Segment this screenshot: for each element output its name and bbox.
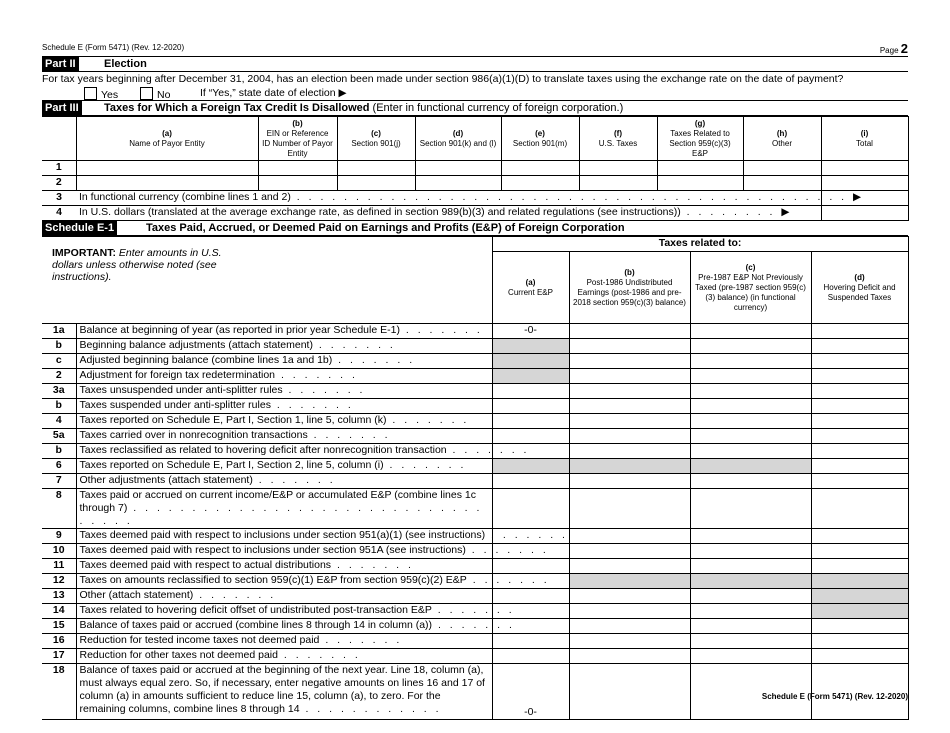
e1-row [42, 369, 908, 384]
e1-row [42, 429, 908, 444]
e1-row [42, 474, 908, 489]
line-label: Taxes deemed paid with respect to inclusions under section 951A (see instructions) . . . . . . . [76, 544, 492, 559]
e1-col-c-header: (c) Pre-1987 E&P Not Previously Taxed (pre-1987 section 959(c)(3) balance) (in functional currency) [690, 252, 811, 324]
col-header: (h) Other [743, 117, 821, 161]
part3-row-3: 3 In functional currency (combine lines 1 and 2) . . . . . . . . . . . . . . . . . . . . . . . . . . . . . . . . . . . . . . . . . . . . . . . ▶ [42, 191, 908, 206]
line-label: Taxes paid or accrued on current income/E&P or accumulated E&P (combine lines 1c through 7) . . . . . . . . . . . . . . . . . . . . . . . . . . . . . . . . . . . [76, 489, 492, 529]
part3-column-headers [42, 117, 908, 161]
line-label: Other adjustments (attach statement) . . . . . . . [76, 474, 492, 489]
amount-input-a[interactable]: -0- [492, 664, 569, 720]
amount-input-c[interactable] [690, 589, 811, 604]
election-answer [42, 86, 908, 101]
amount-input-b [569, 574, 690, 589]
col-header: (a) Name of Payor Entity [76, 117, 258, 161]
line-number: b [42, 444, 76, 459]
e1-row [42, 339, 908, 354]
part3-table [42, 116, 909, 221]
line-label: Reduction for other taxes not deemed paid . . . . . . . [76, 649, 492, 664]
footer-form-id: Schedule E (Form 5471) (Rev. 12-2020) [761, 692, 908, 701]
amount-input-a[interactable] [492, 474, 569, 489]
line-label: Reduction for tested income taxes not deemed paid . . . . . . . [76, 634, 492, 649]
line-label: Taxes reclassified as related to hovering deficit after nonrecognition transaction . . . . . . . [76, 444, 492, 459]
e1-row [42, 324, 908, 339]
page-number: Page 2 [879, 41, 908, 56]
amount-input-d[interactable] [811, 529, 908, 544]
amount-input-c[interactable] [690, 339, 811, 354]
amount-input-a[interactable]: -0- [492, 324, 569, 339]
taxes-related-header: Taxes related to: [492, 237, 908, 252]
amount-input-d[interactable] [811, 324, 908, 339]
amount-input-c[interactable] [690, 429, 811, 444]
payor-name-input[interactable] [76, 161, 258, 176]
yes-option[interactable]: Yes [84, 87, 118, 102]
e1-row [42, 604, 908, 619]
amount-input-d[interactable] [811, 544, 908, 559]
e1-col-b-header: (b) Post-1986 Undistributed Earnings (post-1986 and pre-2018 section 959(c)(3) balance) [569, 252, 690, 324]
e1-tag: Schedule E-1 [42, 221, 117, 235]
e1-row [42, 544, 908, 559]
amount-input-d[interactable] [811, 339, 908, 354]
line-label: Taxes reported on Schedule E, Part I, Section 1, line 5, column (k) . . . . . . . [76, 414, 492, 429]
part3-row-4: 4 In U.S. dollars (translated at the average exchange rate, as defined in section 989(b)(3) and related regulations (see instructions)) . . . . . . . . ▶ [42, 206, 908, 221]
line-number: b [42, 339, 76, 354]
no-option[interactable]: No [140, 87, 170, 102]
election-date-prompt: If “Yes,” state date of election ▶ [200, 87, 347, 99]
amount-input-a[interactable] [492, 489, 569, 529]
e1-col-a-header: (a) Current E&P [492, 252, 569, 324]
amount-input-a [492, 459, 569, 474]
amount-input-a[interactable] [492, 589, 569, 604]
line-number: 18 [42, 664, 76, 720]
e1-row [42, 589, 908, 604]
line-label: Beginning balance adjustments (attach statement) . . . . . . . [76, 339, 492, 354]
amount-input-c[interactable] [690, 384, 811, 399]
amount-input-c[interactable] [690, 489, 811, 529]
amount-input-b[interactable] [569, 604, 690, 619]
e1-header [42, 221, 908, 236]
amount-input-c[interactable] [690, 544, 811, 559]
amount-input-c[interactable] [690, 559, 811, 574]
line-number: 4 [42, 414, 76, 429]
important-note: IMPORTANT: Enter amounts in U.S. dollars unless otherwise noted (see instructions). [42, 237, 492, 324]
amount-input-b[interactable] [569, 384, 690, 399]
amount-input-d[interactable] [811, 559, 908, 574]
line-number: 11 [42, 559, 76, 574]
e1-row [42, 634, 908, 649]
amount-input-d[interactable] [811, 619, 908, 634]
line-label: Balance at beginning of year (as reported in prior year Schedule E-1) . . . . . . . [76, 324, 492, 339]
amount-input-b[interactable] [569, 589, 690, 604]
line-number: 15 [42, 619, 76, 634]
line-label: Other (attach statement) . . . . . . . [76, 589, 492, 604]
line-number: 12 [42, 574, 76, 589]
yes-checkbox[interactable] [84, 87, 97, 100]
line-label: Taxes unsuspended under anti-splitter rules . . . . . . . [76, 384, 492, 399]
amount-input-c[interactable] [690, 444, 811, 459]
part3-tag: Part III [42, 101, 82, 115]
part3-title: Taxes for Which a Foreign Tax Credit Is Disallowed (Enter in functional currency of foreign corporation.) [104, 102, 624, 114]
line-number: 1a [42, 324, 76, 339]
line-label: Taxes carried over in nonrecognition transactions . . . . . . . [76, 429, 492, 444]
amount-input-d[interactable] [811, 414, 908, 429]
line-number: 14 [42, 604, 76, 619]
e1-row [42, 619, 908, 634]
amount-input-a[interactable] [492, 649, 569, 664]
amount-input-c[interactable] [690, 369, 811, 384]
amount-input-b[interactable] [569, 529, 690, 544]
line-label: Adjustment for foreign tax redetermination . . . . . . . [76, 369, 492, 384]
line4-total-input[interactable] [821, 206, 908, 221]
amount-input-a [492, 369, 569, 384]
line-label: Taxes on amounts reclassified to section 959(c)(1) E&P from section 959(c)(2) E&P . . . . . . . [76, 574, 492, 589]
amount-input-b[interactable] [569, 489, 690, 529]
line-number: 7 [42, 474, 76, 489]
amount-input-b[interactable] [569, 369, 690, 384]
col-header: (f) U.S. Taxes [579, 117, 657, 161]
amount-input-a [492, 339, 569, 354]
form-page [42, 40, 908, 720]
e1-table [42, 236, 909, 720]
amount-input-c[interactable] [690, 324, 811, 339]
amount-input-d[interactable] [811, 634, 908, 649]
amount-input-a[interactable] [492, 414, 569, 429]
col-header: (g) Taxes Related to Section 959(c)(3) E&P [657, 117, 743, 161]
line-number: 5a [42, 429, 76, 444]
amount-input-c[interactable] [690, 354, 811, 369]
e1-row [42, 649, 908, 664]
amount-input-b[interactable] [569, 649, 690, 664]
page-header [42, 40, 908, 57]
col-header: (b) EIN or Reference ID Number of Payor Entity [258, 117, 337, 161]
amount-input-c[interactable] [690, 619, 811, 634]
amount-input-d[interactable] [811, 649, 908, 664]
amount-input-d[interactable] [811, 384, 908, 399]
amount-input-b[interactable] [569, 619, 690, 634]
amount-input-a[interactable] [492, 399, 569, 414]
line-label: Balance of taxes paid or accrued at the beginning of the next year. Line 18, column (a), must always equal zero. So, if necessary, enter negative amounts on lines 16 and 17 of column (a) in amounts sufficient to reduce line 15, column (a), to zero. For the remaining columns, combine lines 8 through 14 . . . . . . . . . . . . [76, 664, 492, 720]
election-question: For tax years beginning after December 31, 2004, has an election been made under section 986(a)(1)(D) to translate taxes using the exchange rate on the date of payment? [42, 73, 844, 85]
amount-input-d[interactable] [811, 429, 908, 444]
line-label: Taxes reported on Schedule E, Part I, Section 2, line 5, column (i) . . . . . . . [76, 459, 492, 474]
amount-input-c [690, 574, 811, 589]
line-number: 2 [42, 369, 76, 384]
line-label: Taxes related to hovering deficit offset of undistributed post-transaction E&P . . . . . . . [76, 604, 492, 619]
e1-row [42, 444, 908, 459]
line-number: 8 [42, 489, 76, 529]
amount-input-b[interactable] [569, 664, 690, 720]
amount-input-a [492, 354, 569, 369]
line-label: Taxes suspended under anti-splitter rules . . . . . . . [76, 399, 492, 414]
amount-input-c[interactable] [690, 634, 811, 649]
e1-row [42, 384, 908, 399]
e1-col-d-header: (d) Hovering Deficit and Suspended Taxes [811, 252, 908, 324]
amount-input-a[interactable] [492, 429, 569, 444]
amount-input-b[interactable] [569, 339, 690, 354]
part2-header [42, 57, 908, 72]
e1-row [42, 529, 908, 544]
amount-input-c[interactable] [690, 529, 811, 544]
amount-input-d [811, 589, 908, 604]
line-number: 3a [42, 384, 76, 399]
e1-row [42, 354, 908, 369]
amount-input-c[interactable] [690, 649, 811, 664]
col-header: (c) Section 901(j) [337, 117, 415, 161]
e1-row [42, 459, 908, 474]
line-number: 17 [42, 649, 76, 664]
line-number: c [42, 354, 76, 369]
amount-input-c[interactable] [690, 604, 811, 619]
amount-input-a[interactable] [492, 559, 569, 574]
col-header: (d) Section 901(k) and (l) [415, 117, 501, 161]
amount-input-b[interactable] [569, 544, 690, 559]
line-number: 16 [42, 634, 76, 649]
col-header: (e) Section 901(m) [501, 117, 579, 161]
e1-row [42, 414, 908, 429]
payor-name-input[interactable] [76, 176, 258, 191]
amount-input-d[interactable] [811, 444, 908, 459]
amount-input-b[interactable] [569, 559, 690, 574]
amount-input-b[interactable] [569, 414, 690, 429]
part2-title: Election [104, 58, 147, 70]
amount-input-b [569, 459, 690, 474]
amount-input-a[interactable] [492, 634, 569, 649]
e1-row [42, 574, 908, 589]
part3-row: 1 [42, 161, 908, 176]
e1-row [42, 399, 908, 414]
line-number: 10 [42, 544, 76, 559]
amount-input-d[interactable] [811, 474, 908, 489]
amount-input-d[interactable] [811, 459, 908, 474]
part3-header [42, 101, 908, 116]
amount-input-d [811, 574, 908, 589]
amount-input-b[interactable] [569, 429, 690, 444]
e1-rows [42, 324, 908, 720]
amount-input-d [811, 604, 908, 619]
amount-input-b[interactable] [569, 399, 690, 414]
amount-input-d[interactable] [811, 369, 908, 384]
amount-input-a[interactable] [492, 384, 569, 399]
form-id: Schedule E (Form 5471) (Rev. 12-2020) [42, 43, 185, 52]
col-header: (i) Total [821, 117, 908, 161]
line-number: 6 [42, 459, 76, 474]
amount-input-d[interactable] [811, 489, 908, 529]
amount-input-b[interactable] [569, 444, 690, 459]
amount-input-b[interactable] [569, 354, 690, 369]
line-label: Balance of taxes paid or accrued (combine lines 8 through 14 in column (a)) . . . . . . . [76, 619, 492, 634]
amount-input-c[interactable] [690, 474, 811, 489]
part3-row: 2 [42, 176, 908, 191]
amount-input-c [690, 459, 811, 474]
amount-input-b[interactable] [569, 474, 690, 489]
part2-tag: Part II [42, 57, 79, 71]
line-number: 9 [42, 529, 76, 544]
amount-input-d[interactable] [811, 399, 908, 414]
line-label: Taxes deemed paid with respect to actual distributions . . . . . . . [76, 559, 492, 574]
amount-input-b[interactable] [569, 634, 690, 649]
line-label: Adjusted beginning balance (combine lines 1a and 1b) . . . . . . . [76, 354, 492, 369]
no-checkbox[interactable] [140, 87, 153, 100]
line-label: Taxes deemed paid with respect to inclusions under section 951(a)(1) (see instructions) . . . . . . . [76, 529, 492, 544]
amount-input-c[interactable] [690, 414, 811, 429]
line-number: 13 [42, 589, 76, 604]
amount-input-b[interactable] [569, 324, 690, 339]
line-number: b [42, 399, 76, 414]
e1-title: Taxes Paid, Accrued, or Deemed Paid on Earnings and Profits (E&P) of Foreign Corporation [146, 222, 625, 234]
amount-input-d[interactable] [811, 354, 908, 369]
e1-row [42, 489, 908, 529]
amount-input-c[interactable] [690, 399, 811, 414]
e1-row [42, 559, 908, 574]
